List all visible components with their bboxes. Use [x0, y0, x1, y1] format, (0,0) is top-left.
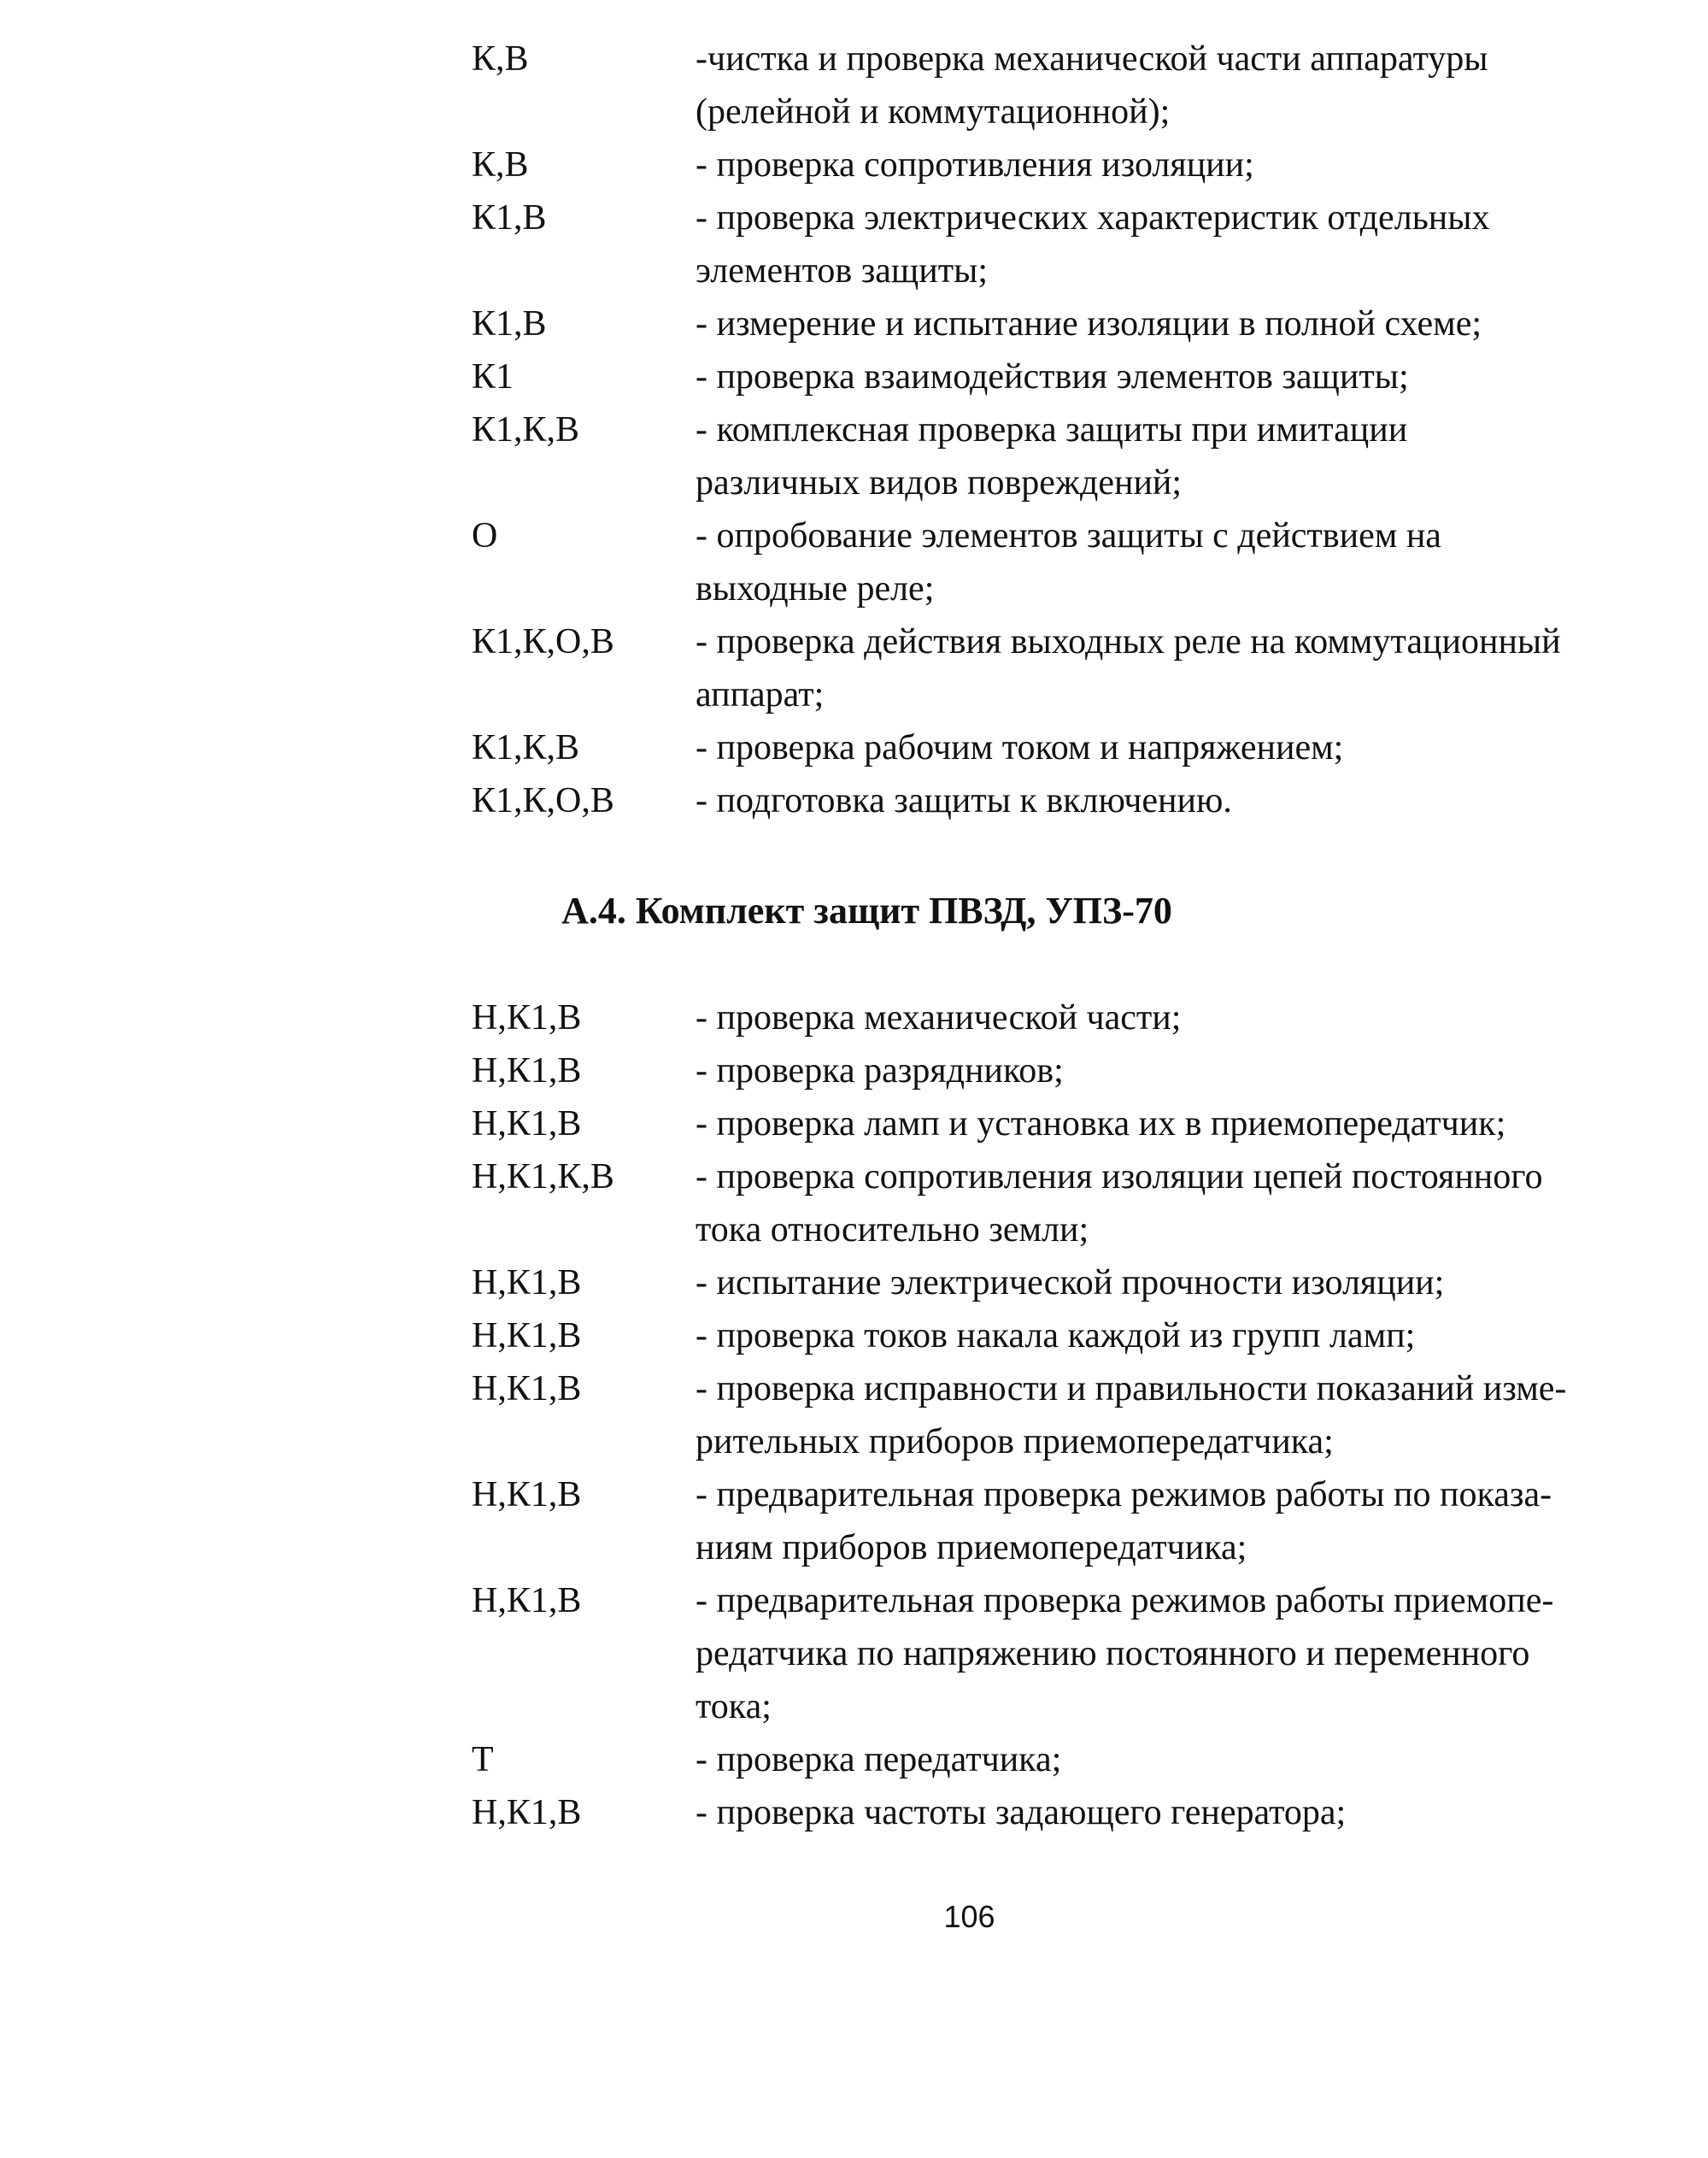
list-item — [472, 1044, 1659, 1097]
item-code: Н,К1,В — [472, 1316, 582, 1355]
item-text: - проверка сопротивления изоляции цепей постоянного тока относительно земли; — [696, 1157, 1543, 1250]
list-item — [472, 1574, 1659, 1733]
checklist-bottom — [472, 991, 1659, 1839]
item-text: - проверка разрядников; — [696, 1051, 1064, 1091]
list-item — [472, 509, 1659, 615]
item-text: - проверка частоты задающего генератора; — [696, 1793, 1347, 1832]
item-code: К1,К,О,В — [472, 622, 614, 662]
item-text: - проверка передатчика; — [696, 1740, 1062, 1779]
item-text: - комплексная проверка защиты при имитации различных видов повреждений; — [696, 410, 1408, 503]
item-text: - проверка исправности и правильности показаний изме- рительных приборов приемопередатчика; — [696, 1369, 1567, 1461]
list-item — [472, 1309, 1659, 1362]
list-item — [472, 991, 1659, 1044]
list-item — [472, 138, 1659, 191]
list-item — [472, 1256, 1659, 1309]
list-item — [472, 32, 1659, 138]
list-item — [472, 350, 1659, 403]
item-text: - проверка сопротивления изоляции; — [696, 145, 1254, 185]
list-item — [472, 721, 1659, 774]
item-text: - испытание электрической прочности изоляции; — [696, 1263, 1445, 1302]
item-text: - проверка токов накала каждой из групп ламп; — [696, 1316, 1416, 1355]
list-item — [472, 297, 1659, 350]
item-code: Н,К1,В — [472, 1793, 582, 1832]
item-code: Н,К1,В — [472, 1051, 582, 1091]
item-code: Н,К1,В — [472, 998, 582, 1038]
item-code: К,В — [472, 39, 529, 79]
item-code: Т — [472, 1740, 494, 1779]
list-item — [472, 1097, 1659, 1150]
list-item — [472, 191, 1659, 297]
list-item — [472, 615, 1659, 721]
item-code: Н,К1,В — [472, 1263, 582, 1302]
item-code: К1,К,В — [472, 410, 580, 450]
section-heading: А.4. Комплект защит ПВЗД, УПЗ-70 — [561, 890, 1172, 932]
item-text: - опробование элементов защиты с действием на выходные реле; — [696, 516, 1441, 609]
item-text: - проверка действия выходных реле на коммутационный аппарат; — [696, 622, 1561, 714]
item-text: - проверка механической части; — [696, 998, 1182, 1038]
item-code: К,В — [472, 145, 529, 185]
item-code: О — [472, 516, 498, 556]
item-code: Н,К1,К,В — [472, 1157, 614, 1197]
item-text: - предварительная проверка режимов работы приемопе- редатчика по напряжению постоянного и переменного тока; — [696, 1581, 1554, 1726]
item-code: Н,К1,В — [472, 1104, 582, 1144]
item-code: Н,К1,В — [472, 1369, 582, 1408]
list-item — [472, 1786, 1659, 1839]
item-text: - предварительная проверка режимов работы по показа- ниям приборов приемопередатчика; — [696, 1475, 1552, 1567]
item-code: Н,К1,В — [472, 1475, 582, 1514]
checklist-top — [472, 32, 1659, 827]
item-code: К1,К,В — [472, 728, 580, 767]
list-item — [472, 774, 1659, 827]
list-item — [472, 1362, 1659, 1468]
item-text: - проверка рабочим током и напряжением; — [696, 728, 1344, 767]
item-text: - проверка ламп и установка их в приемопередатчик; — [696, 1104, 1506, 1144]
item-text: - проверка взаимодействия элементов защиты; — [696, 357, 1409, 397]
item-code: К1,В — [472, 304, 547, 344]
list-item — [472, 1150, 1659, 1256]
list-item — [472, 403, 1659, 509]
list-item — [472, 1468, 1659, 1574]
item-code: К1,В — [472, 198, 547, 238]
page-number: 106 — [943, 1899, 995, 1934]
item-text: - измерение и испытание изоляции в полной схеме; — [696, 304, 1482, 344]
item-text: - проверка электрических характеристик отдельных элементов защиты; — [696, 198, 1490, 291]
item-text: -чистка и проверка механической части аппаратуры (релейной и коммутационной); — [696, 39, 1488, 132]
list-item — [472, 1733, 1659, 1786]
item-text: - подготовка защиты к включению. — [696, 781, 1232, 820]
item-code: Н,К1,В — [472, 1581, 582, 1620]
item-code: К1,К,О,В — [472, 781, 614, 820]
item-code: К1 — [472, 357, 514, 397]
